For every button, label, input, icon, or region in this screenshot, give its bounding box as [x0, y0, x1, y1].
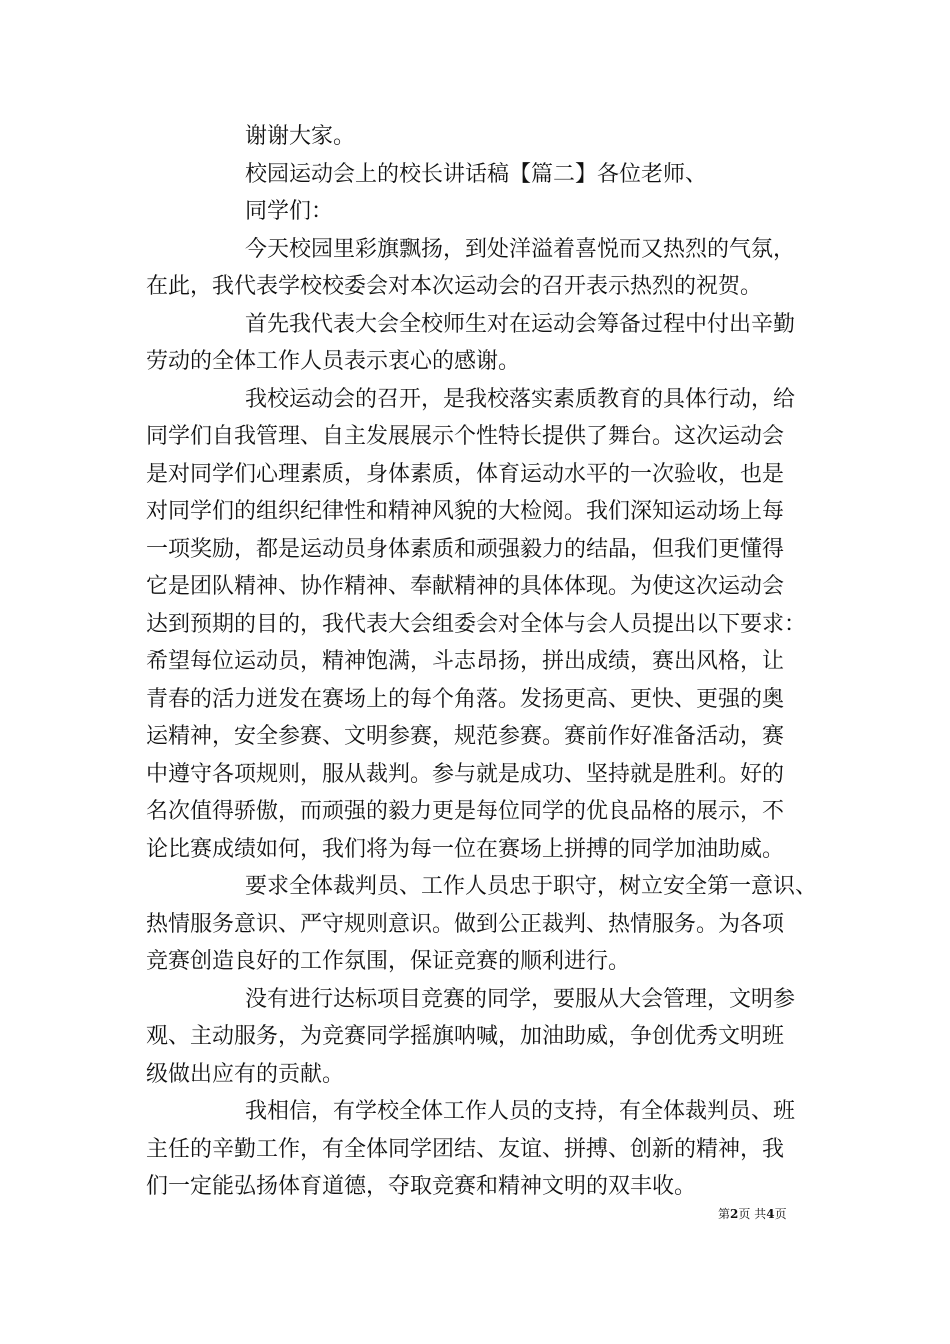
text-line: 青春的活力迸发在赛场上的每个角落。发扬更高、更快、更强的奥 — [146, 686, 785, 712]
text-line: 一项奖励，都是运动员身体素质和顽强毅力的结晶，但我们更懂得 — [146, 536, 785, 562]
text-line: 竞赛创造良好的工作氛围，保证竞赛的顺利进行。 — [146, 949, 631, 974]
text-line: 名次值得骄傲，而顽强的毅力更是每位同学的优良品格的展示，不 — [146, 799, 785, 824]
text-line: 主任的辛勤工作，有全体同学团结、友谊、拼搏、创新的精神，我 — [146, 1136, 785, 1162]
footer-suffix: 页 — [774, 1207, 787, 1221]
text-line: 运精神，安全参赛、文明参赛，规范参赛。赛前作好准备活动，赛 — [146, 724, 785, 749]
text-line: 要求全体裁判员、工作人员忠于职守，树立安全第一意识、 — [245, 874, 818, 899]
text-line: 它是团队精神、协作精神、奉献精神的具体体现。为使这次运动会 — [146, 574, 785, 599]
text-line: 没有进行达标项目竞赛的同学，要服从大会管理，文明参 — [245, 986, 796, 1012]
text-line: 劳动的全体工作人员表示衷心的感谢。 — [146, 349, 521, 374]
text-line: 校园运动会上的校长讲话稿【篇二】各位老师、 — [245, 161, 708, 187]
text-line: 观、主动服务，为竞赛同学摇旗呐喊，加油助威，争创优秀文明班 — [146, 1024, 785, 1049]
text-line: 今天校园里彩旗飘扬，到处洋溢着喜悦而又热烈的气氛， — [245, 236, 796, 262]
footer-page-number: 2 — [730, 1207, 739, 1221]
page-footer — [718, 1205, 787, 1222]
document-body — [146, 118, 818, 1206]
text-line: 对同学们的组织纪律性和精神风貌的大检阅。我们深知运动场上每 — [146, 499, 785, 524]
text-line: 在此，我代表学校校委会对本次运动会的召开表示热烈的祝贺。 — [146, 274, 763, 299]
text-line: 热情服务意识、严守规则意识。做到公正裁判、热情服务。为各项 — [146, 911, 785, 937]
text-line: 我相信，有学校全体工作人员的支持，有全体裁判员、班 — [245, 1099, 796, 1124]
text-line: 同学们： — [245, 199, 334, 224]
text-line: 希望每位运动员，精神饱满，斗志昂扬，拼出成绩，赛出风格，让 — [146, 649, 785, 674]
text-line: 级做出应有的贡献。 — [146, 1061, 345, 1087]
text-line: 我校运动会的召开，是我校落实素质教育的具体行动，给 — [245, 386, 796, 412]
text-line: 中遵守各项规则，服从裁判。参与就是成功、坚持就是胜利。好的 — [146, 761, 785, 787]
text-line: 达到预期的目的，我代表大会组委会对全体与会人员提出以下要求： — [146, 611, 807, 637]
text-line: 论比赛成绩如何，我们将为每一位在赛场上拼搏的同学加油助威。 — [146, 836, 785, 862]
footer-prefix: 第 — [718, 1207, 731, 1221]
text-line: 同学们自我管理、自主发展展示个性特长提供了舞台。这次运动会 — [146, 424, 785, 449]
footer-total-pages: 4 — [766, 1207, 775, 1221]
text-line: 是对同学们心理素质，身体素质，体育运动水平的一次验收，也是 — [146, 461, 785, 487]
text-line: 们一定能弘扬体育道德，夺取竞赛和精神文明的双丰收。 — [146, 1174, 697, 1199]
text-line: 谢谢大家。 — [245, 124, 356, 149]
text-line: 首先我代表大会全校师生对在运动会筹备过程中付出辛勤 — [245, 311, 796, 337]
footer-middle: 页 共 — [738, 1207, 767, 1221]
